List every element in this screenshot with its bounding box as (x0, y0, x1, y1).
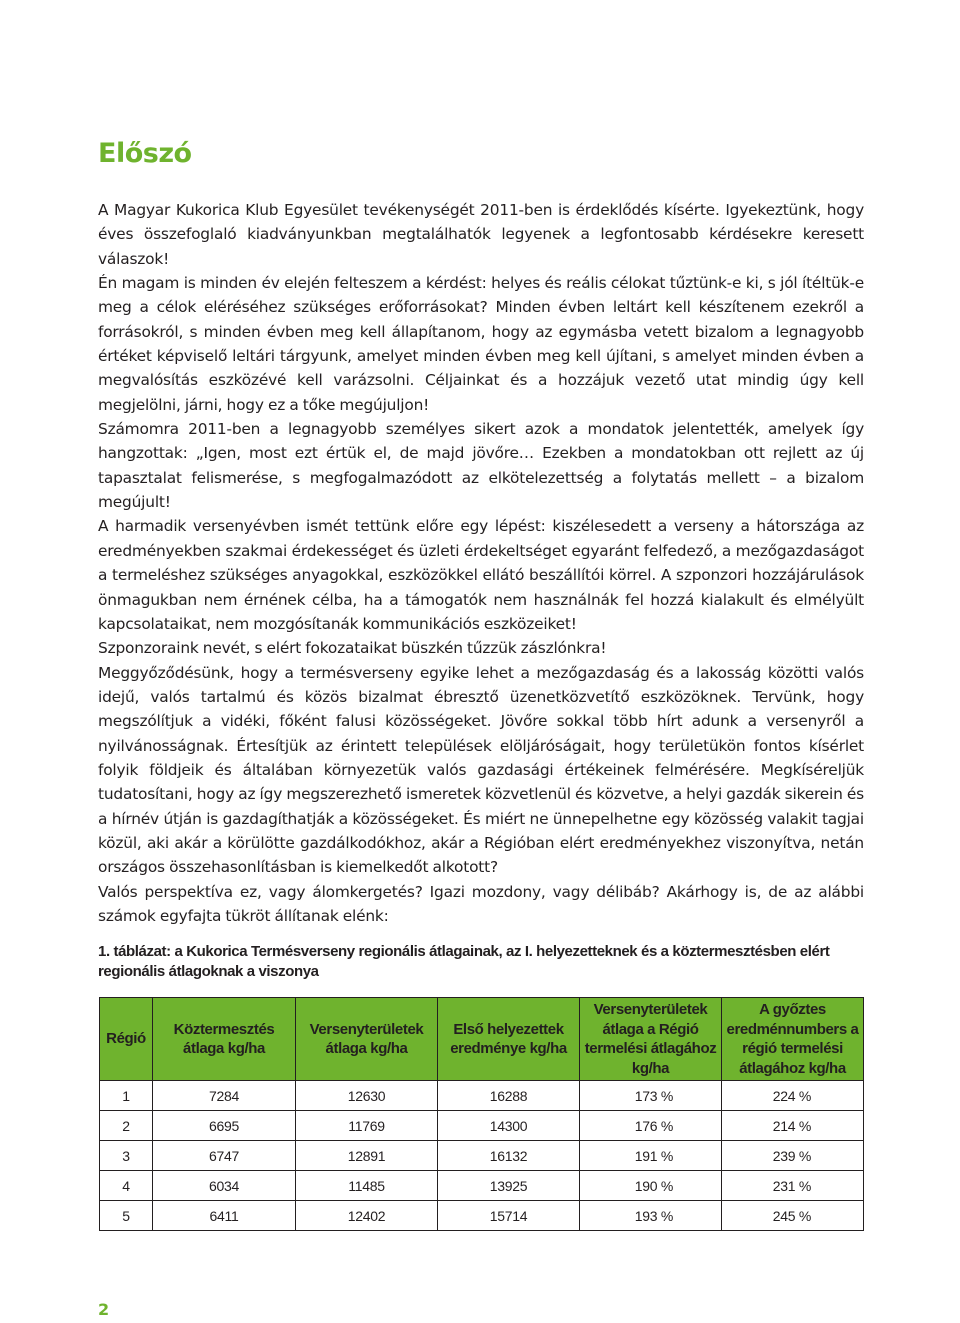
cell-general-average: 6034 (153, 1171, 296, 1201)
cell-winners-result: 16288 (438, 1081, 580, 1111)
page-title: Előszó (98, 138, 192, 169)
table-header-row (100, 998, 864, 1081)
column-header-region: Régió (100, 998, 153, 1081)
cell-winner-ratio: 214 % (722, 1111, 864, 1141)
page-number: 2 (98, 1300, 110, 1319)
cell-competition-ratio: 173 % (580, 1081, 722, 1111)
cell-winners-result: 13925 (438, 1171, 580, 1201)
paragraph: Számomra 2011-ben a legnagyobb személyes sikert azok a mondatok jelentették, amelyek így hangzottak: „Igen, most ezt értük el, de majd jövőre… Ezekben a mondatokban ott rejlett az új tapasztalat felismerése, s megfogalmazódott az elkötelezettség a folytatás mellett – a bizalom megújult! (98, 420, 864, 512)
cell-region: 2 (100, 1111, 153, 1141)
column-header-competition-ratio: Versenyterületek átlaga a Régió termelési átlagához kg/ha (580, 998, 722, 1081)
header-background (0, 0, 960, 116)
cell-winners-result: 15714 (438, 1201, 580, 1231)
column-header-general-average: Köztermesztés átlaga kg/ha (153, 998, 296, 1081)
column-header-winner-ratio: A győztes eredménnumbers a régió termelési átlagához kg/ha (722, 998, 864, 1081)
cell-competition-ratio: 176 % (580, 1111, 722, 1141)
cell-general-average: 6747 (153, 1141, 296, 1171)
cell-region: 5 (100, 1201, 153, 1231)
cell-competition-average: 12891 (296, 1141, 438, 1171)
table-row (100, 1201, 864, 1231)
cell-winner-ratio: 239 % (722, 1141, 864, 1171)
cell-competition-average: 12402 (296, 1201, 438, 1231)
cell-competition-ratio: 191 % (580, 1141, 722, 1171)
column-header-winners-result: Első helyezettek eredménye kg/ha (438, 998, 580, 1081)
paragraph: A harmadik versenyévben ismét tettünk előre egy lépést: kiszélesedett a verseny a hátországa az eredményekben szakmai érdekességet és üzleti érdekeltséget egyaránt felfedező, a mezőgazdaságot a termeléshez szükséges anyagokkal, eszközökkel ellátó beszállítói körrel. A szponzori hozzájárulások önmagukban nem érnének célba, ha a támogatók nem használnák fel hozzá kialakult és elmélyült kapcsolataikat, nem mozgósítanák kommunikációs eszközeiket! (98, 517, 864, 633)
table-row (100, 1141, 864, 1171)
header-banner (0, 0, 960, 116)
cell-winner-ratio: 245 % (722, 1201, 864, 1231)
cell-region: 4 (100, 1171, 153, 1201)
cell-competition-ratio: 190 % (580, 1171, 722, 1201)
cell-competition-ratio: 193 % (580, 1201, 722, 1231)
cell-general-average: 6695 (153, 1111, 296, 1141)
paragraph: Meggyőződésünk, hogy a termésverseny egyike lehet a mezőgazdaság és a lakosság közötti valós idejű, valós tartalmú és közös bizalmat ébresztő üzenetközvetítő eszközöknek. Tervünk, hogy megszólítjuk a vidéki, főként falusi közösségeket. Jövőre sokkal több hírt adunk a versenyről a nyilvánosságnak. Értesítjük az érintett települések elöljáróságait, hogy területükön fontos kísérlet folyik földjeik és általában környezetük valós gazdasági értékeinek felmérésére. Megkíséreljük tudatosítani, hogy az így megszerezhető ismeretek közvetlenül és közvetve, a helyi gazdák sikerein és a hírnév útján is gazdagíthatják a közösségeket. És miért ne ünnepelhetne egy közösség valakit tagjai közül, aki akár a körülötte gazdálkodókhoz, akár a Régióban elért eredményekhez viszonyítva, netán országos összehasonlításban is kiemelkedőt alkotott? (98, 663, 864, 877)
table-row (100, 1081, 864, 1111)
cell-general-average: 7284 (153, 1081, 296, 1111)
paragraph: Én magam is minden év elején felteszem a kérdést: helyes és reális célokat tűztünk-e ki, s jól ítéltük-e meg a célok eléréséhez szükséges erőforrásokat? Minden évben leltárt kell készítenem ezekről a forrásokról, s minden évben meg kell állapítanom, hogy az egymásba vetett bizalom a legnagyobb értéket képviselő leltári tárgyunk, amelyet minden évben meg kell újítani, s amelyet minden évben a megvalósítás eszközévé kell varázsolni. Céljainkat és a hozzájuk vezető utat mindig úgy kell megjelölni, járni, hogy ez a tőke megújuljon! (98, 274, 864, 414)
cell-competition-average: 12630 (296, 1081, 438, 1111)
paragraph: Szponzoraink nevét, s elért fokozataikat büszkén tűzzük zászlónkra! (98, 639, 607, 658)
cell-winners-result: 14300 (438, 1111, 580, 1141)
results-table (99, 997, 864, 1231)
table-row (100, 1171, 864, 1201)
cell-region: 1 (100, 1081, 153, 1111)
cell-competition-average: 11485 (296, 1171, 438, 1201)
cell-winners-result: 16132 (438, 1141, 580, 1171)
paragraph: Valós perspektíva ez, vagy álomkergetés? Igazi mozdony, vagy délibáb? Akárhogy is, de az alábbi számok egyfajta tükröt állítanak elénk: (98, 882, 864, 925)
cell-winner-ratio: 224 % (722, 1081, 864, 1111)
cell-winner-ratio: 231 % (722, 1171, 864, 1201)
cell-competition-average: 11769 (296, 1111, 438, 1141)
paragraph: A Magyar Kukorica Klub Egyesület tevékenységét 2011-ben is érdeklődés kísérte. Igyekeztünk, hogy éves összefoglaló kiadványunkban megtalálhatók legyenek a legfontosabb kérdésekre keresett válaszok! (98, 201, 864, 268)
cell-general-average: 6411 (153, 1201, 296, 1231)
table-caption: 1. táblázat: a Kukorica Termésverseny regionális átlagainak, az I. helyezetteknek és a köztermesztésben elért regionális átlagoknak a viszonya (98, 943, 830, 980)
body-text (98, 198, 864, 928)
cell-region: 3 (100, 1141, 153, 1171)
column-header-competition-average: Versenyterületek átlaga kg/ha (296, 998, 438, 1081)
table-row (100, 1111, 864, 1141)
